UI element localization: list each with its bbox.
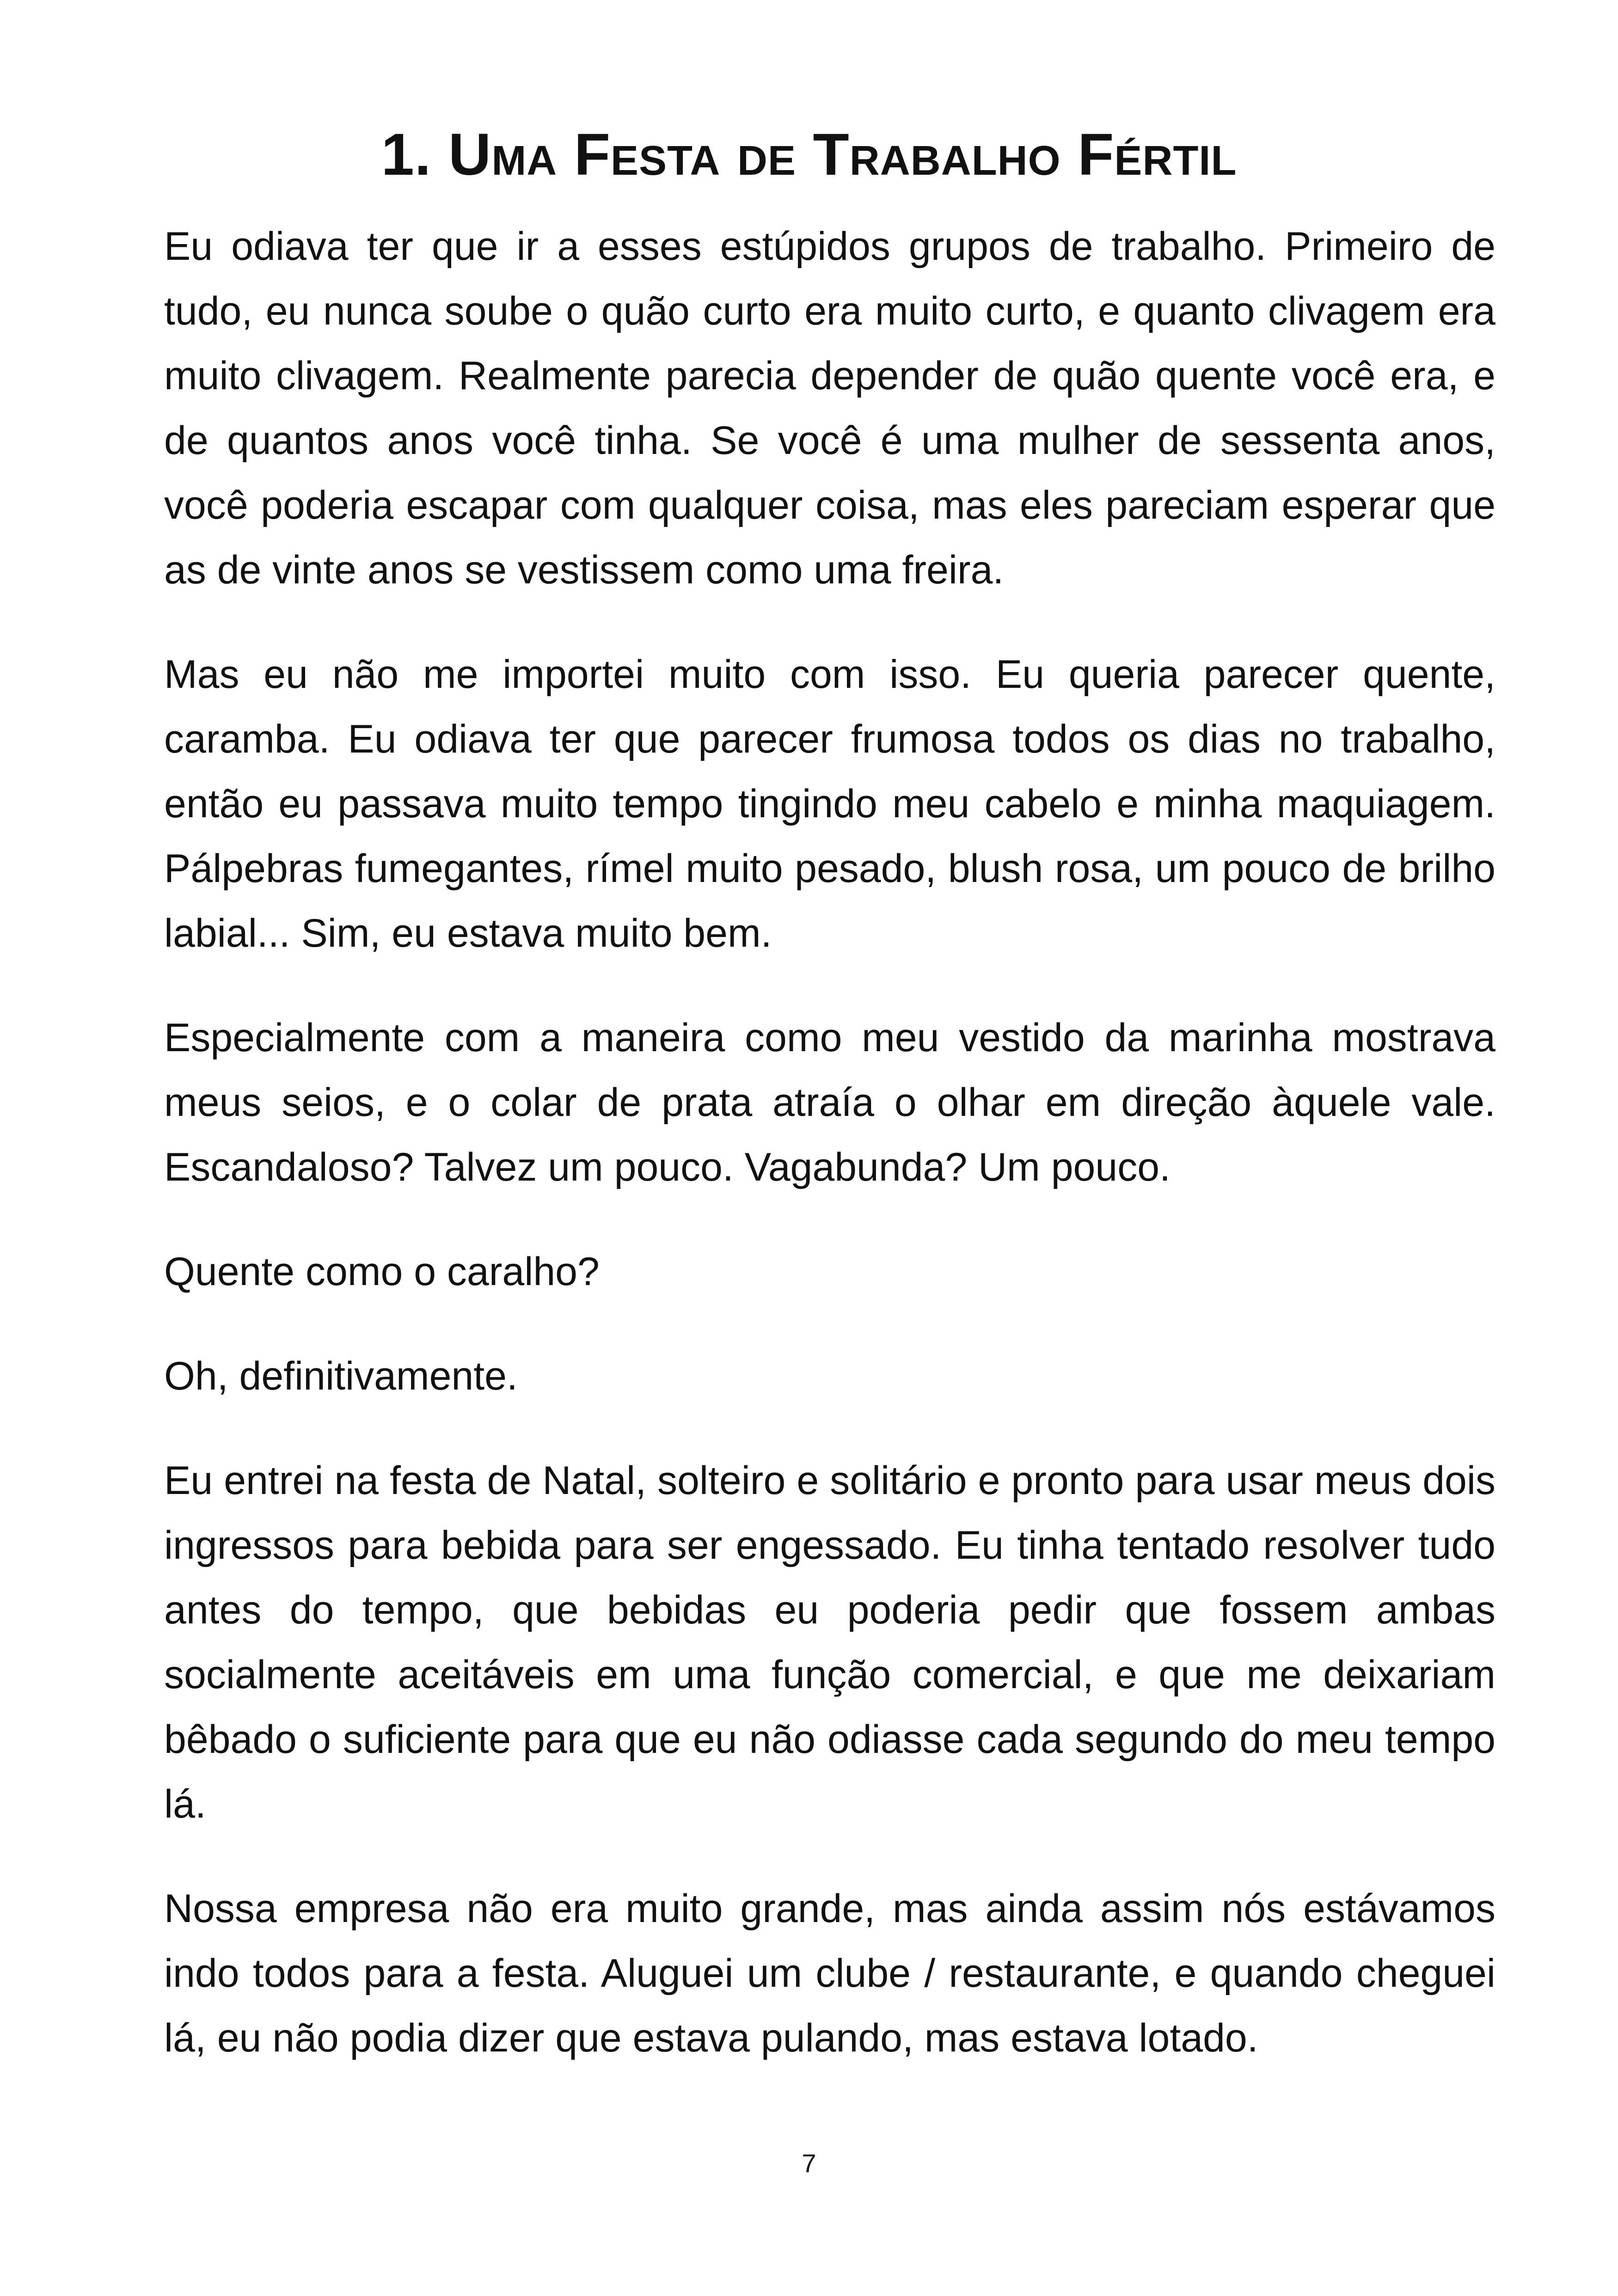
page-number: 7: [802, 2149, 816, 2178]
paragraph: Eu odiava ter que ir a esses estúpidos grupos de trabalho. Primeiro de tudo, eu nunca soube o quão curto era muito curto, e quanto clivagem era muito clivagem. Realmente parecia depender de quão quente você era, e de quantos anos você tinha. Se você é uma mulher de sessenta anos, você poderia escapar com qualquer coisa, mas eles pareciam esperar que as de vinte anos se vestissem como uma freira.: [164, 224, 1495, 592]
paragraph: Especialmente com a maneira como meu vestido da marinha mostrava meus seios, e o colar de prata atraía o olhar em direção àquele vale. Escandaloso? Talvez um pouco. Vagabunda? Um pouco.: [164, 1016, 1495, 1189]
chapter-body: [164, 214, 1495, 2110]
chapter-title: 1. Uma Festa de Trabalho Fértil: [381, 122, 1237, 188]
paragraph: Nossa empresa não era muito grande, mas ainda assim nós estávamos indo todos para a festa. Aluguei um clube / restaurante, e quando cheguei lá, eu não podia dizer que estava pulando, mas estava lotado.: [164, 1886, 1495, 2060]
paragraph: Quente como o caralho?: [164, 1249, 600, 1294]
paragraph: Oh, definitivamente.: [164, 1354, 518, 1398]
paragraph: Eu entrei na festa de Natal, solteiro e solitário e pronto para usar meus dois ingressos para bebida para ser engessado. Eu tinha tentado resolver tudo antes do tempo, que bebidas eu poderia pedir que fossem ambas socialmente aceitáveis em uma função comercial, e que me deixariam bêbado o suficiente para que eu não odiasse cada segundo do meu tempo lá.: [164, 1458, 1495, 1826]
paragraph: Mas eu não me importei muito com isso. Eu queria parecer quente, caramba. Eu odiava ter que parecer frumosa todos os dias no trabalho, então eu passava muito tempo tingindo meu cabelo e minha maquiagem. Pálpebras fumegantes, rímel muito pesado, blush rosa, um pouco de brilho labial... Sim, eu estava muito bem.: [164, 652, 1495, 955]
